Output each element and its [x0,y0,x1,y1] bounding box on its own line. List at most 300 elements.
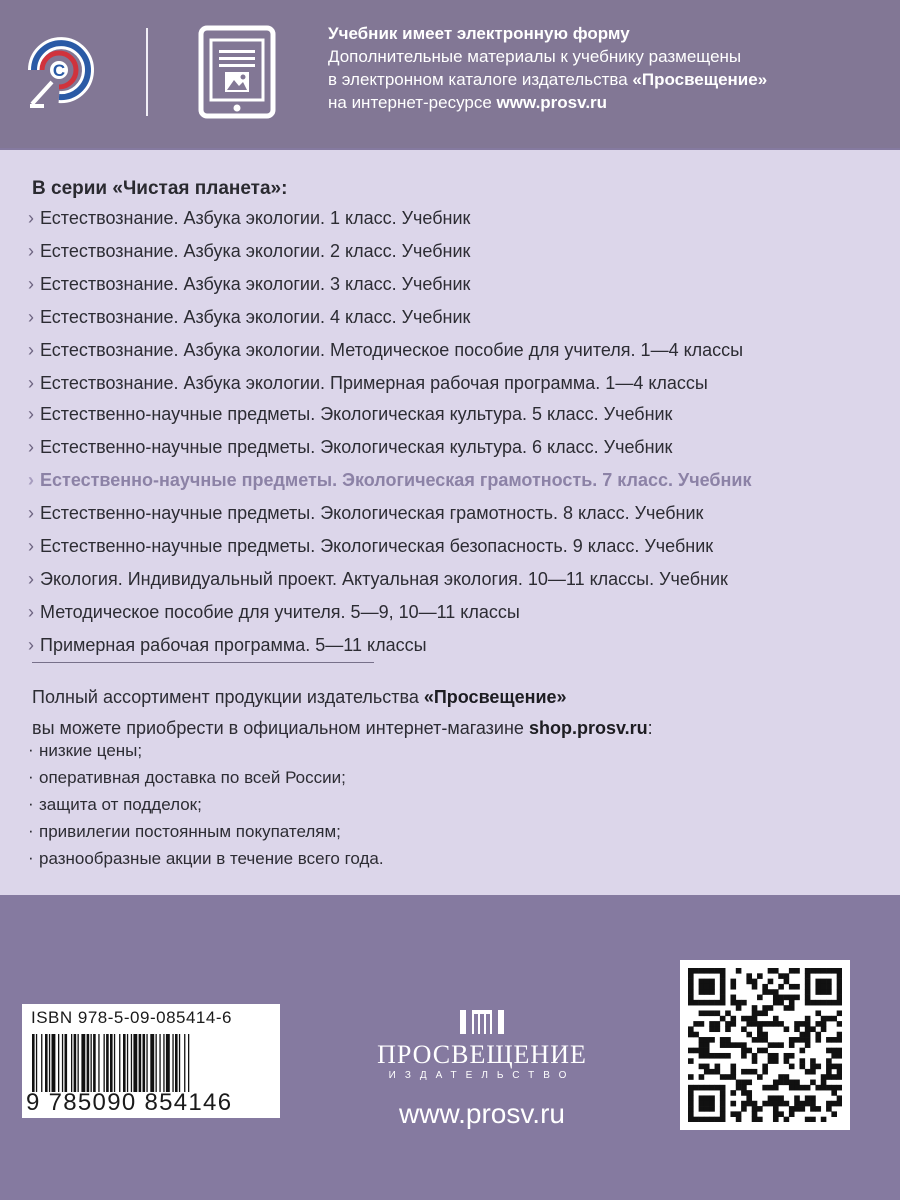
qr-module [831,968,837,974]
qr-module [831,1016,837,1022]
qr-module [805,1101,811,1107]
list-item-label: Естественно-научные предметы. Экологическая безопасность. 9 класс. Учебник [40,536,714,556]
series-list-primary [28,208,743,406]
qr-module [720,989,726,995]
qr-module [837,968,842,974]
qr-module [784,1101,790,1107]
qr-module [800,1021,806,1027]
barcode-bar [188,1034,189,1092]
qr-module [778,1101,784,1107]
bullet-icon: › [28,307,34,327]
barcode-bar [166,1034,170,1092]
qr-module [725,1037,731,1043]
qr-module [805,1032,811,1038]
qr-module [688,968,694,974]
list-item-label: Естествознание. Азбука экологии. Примерная рабочая программа. 1—4 классы [40,373,708,393]
barcode-bar [159,1034,160,1092]
list-item [28,822,384,849]
qr-module [704,1095,710,1101]
bullet-icon: › [28,569,34,589]
qr-module [826,1058,832,1064]
qr-module [794,995,800,1001]
qr-module [826,968,832,974]
qr-module [715,1064,721,1070]
qr-module [752,1117,758,1122]
qr-module [778,1042,784,1048]
electronic-form-note [328,22,888,114]
qr-module [757,1048,763,1054]
qr-module [688,1085,694,1091]
qr-module [837,1037,842,1043]
qr-module [730,1111,736,1117]
qr-module [773,1085,779,1091]
qr-module [837,1069,842,1075]
qr-module [688,1032,694,1038]
qr-module [730,1101,736,1107]
shop-line2 [32,713,872,744]
barcode-bar [179,1034,180,1092]
qr-module [688,989,694,995]
list-item [28,503,751,536]
qr-module [837,1048,842,1054]
advantage-label: привилегии постоянным покупателям; [39,822,341,841]
qr-module [741,1090,747,1096]
qr-module [699,1000,705,1006]
qr-module [815,984,821,990]
barcode-bar [36,1034,37,1092]
qr-module [773,1111,779,1117]
bullet-icon: › [28,274,34,294]
svg-text:С: С [52,61,66,80]
qr-module [821,1085,827,1091]
qr-module [773,1053,779,1059]
qr-module [762,984,768,990]
qr-module [810,1101,816,1107]
barcode-bar [106,1034,109,1092]
qr-module [693,1000,699,1006]
qr-module [730,979,736,985]
qr-module [826,1037,832,1043]
section-divider [32,662,374,663]
qr-module [768,1042,774,1048]
qr-module [715,1010,721,1016]
qr-module [704,1053,710,1059]
qr-module [720,1090,726,1096]
qr-module [704,979,710,985]
qr-module [805,1016,811,1022]
qr-module [730,1069,736,1075]
qr-module [715,1053,721,1059]
barcode-bar [123,1034,126,1092]
shop-line2-text: вы можете приобрести в официальном интернет-магазине [32,718,529,738]
qr-module [794,1106,800,1112]
qr-module [704,1037,710,1043]
qr-module [752,984,758,990]
header-divider [146,28,148,116]
publisher-name-inline: «Просвещение» [632,70,768,89]
qr-module [826,1064,832,1070]
bullet-dot-icon: · [28,767,34,786]
qr-module [768,1101,774,1107]
qr-module [757,1117,763,1122]
qr-module [826,1016,832,1022]
qr-module [837,1074,842,1080]
qr-module [773,1021,779,1027]
qr-module [805,1000,811,1006]
list-item-label: Естественно-научные предметы. Экологическая культура. 5 класс. Учебник [40,404,673,424]
barcode-bar [143,1034,146,1092]
barcode-bar [110,1034,113,1092]
bullet-dot-icon: · [28,740,34,759]
qr-module [826,989,832,995]
qr-module [800,1058,806,1064]
qr-module [757,1010,763,1016]
qr-module [746,973,752,979]
qr-module [837,1095,842,1101]
qr-module [688,1026,694,1032]
barcode-digits: 9 785090 854146 [26,1089,233,1116]
qr-module [778,1000,784,1006]
barcode-bar [104,1034,105,1092]
list-item-label: Примерная рабочая программа. 5—11 классы [40,635,427,655]
qr-module [699,1048,705,1054]
barcode-bar [52,1034,56,1092]
list-item [28,795,384,822]
qr-module [810,968,816,974]
qr-module [821,1016,827,1022]
qr-module [720,1095,726,1101]
list-item [28,437,751,470]
barcode-bar [91,1034,92,1092]
bullet-icon: › [28,404,34,424]
qr-module [794,1085,800,1091]
qr-module [704,989,710,995]
qr-module [762,1021,768,1027]
qr-module [805,979,811,985]
qr-module [757,1021,763,1027]
qr-module [826,979,832,985]
qr-module [768,1021,774,1027]
qr-module [762,1101,768,1107]
qr-module [821,1080,827,1086]
list-item [28,536,751,569]
qr-module [800,1085,806,1091]
qr-module [762,1069,768,1075]
qr-module [730,1000,736,1006]
qr-module [720,1085,726,1091]
qr-module [805,984,811,990]
qr-module [805,1042,811,1048]
qr-module [778,973,784,979]
qr-module [768,1085,774,1091]
qr-module [768,1058,774,1064]
qr-module [768,989,774,995]
qr-module [800,1048,806,1054]
barcode-bar [62,1034,63,1092]
barcode-bar [87,1034,90,1092]
advantage-label: защита от подделок; [39,795,202,814]
qr-module [699,1117,705,1122]
barcode-bar [45,1034,48,1092]
qr-module [831,1053,837,1059]
qr-module [715,1021,721,1027]
qr-module [789,984,795,990]
barcode-bar [172,1034,173,1092]
qr-module [709,989,715,995]
list-item [28,404,751,437]
qr-module [730,1016,736,1022]
qr-module [784,1080,790,1086]
qr-module [730,1090,736,1096]
qr-module [805,968,811,974]
list-item-label: Естествознание. Азбука экологии. 1 класс. Учебник [40,208,471,228]
qr-module [688,973,694,979]
qr-module [768,979,774,985]
qr-module [709,1085,715,1091]
bullet-icon: › [28,602,34,622]
qr-module [752,1106,758,1112]
barcode-bar [150,1034,154,1092]
qr-module [741,1085,747,1091]
qr-module [773,989,779,995]
qr-module [831,1101,837,1107]
qr-module [815,1000,821,1006]
qr-module [784,1005,790,1011]
electronic-form-line3 [328,91,888,114]
qr-module [789,1085,795,1091]
qr-module [789,995,795,1001]
qr-module [688,1095,694,1101]
qr-module [821,989,827,995]
qr-module [837,1101,842,1107]
list-item [28,241,743,274]
qr-module [709,979,715,985]
qr-module [741,1053,747,1059]
qr-module [757,1074,763,1080]
qr-module [762,1037,768,1043]
list-item [28,307,743,340]
list-item [28,741,384,768]
qr-module [752,1005,758,1011]
qr-module [826,1000,832,1006]
qr-module [789,1042,795,1048]
qr-module [699,968,705,974]
qr-module [704,1069,710,1075]
qr-module [688,1117,694,1122]
qr-module [752,1069,758,1075]
qr-module [746,1016,752,1022]
qr-module [768,968,774,974]
qr-module [815,1064,821,1070]
barcode-bar [156,1034,157,1092]
qr-module [805,1021,811,1027]
qr-module [725,1010,731,1016]
qr-module [789,1005,795,1011]
qr-module [741,1101,747,1107]
qr-module [821,1117,827,1122]
qr-module [773,1016,779,1022]
barcode-bar [175,1034,178,1092]
publisher-name-inline: «Просвещение» [423,687,567,707]
qr-module [736,1000,742,1006]
qr-module [725,1074,731,1080]
qr-module [757,1037,763,1043]
qr-module [815,1010,821,1016]
qr-module [815,1032,821,1038]
list-item-label: Естественно-научные предметы. Экологическая грамотность. 7 класс. Учебник [40,470,752,490]
qr-module [746,1101,752,1107]
qr-module [752,1010,758,1016]
shop-note [32,682,872,744]
qr-module [831,1085,837,1091]
qr-module [810,1095,816,1101]
qr-module [704,1117,710,1122]
qr-module [821,1021,827,1027]
qr-module [784,979,790,985]
qr-module [741,1048,747,1054]
qr-module [736,1085,742,1091]
qr-module [768,1005,774,1011]
qr-module [778,1074,784,1080]
qr-module [794,1021,800,1027]
qr-module [810,1026,816,1032]
qr-module [837,1032,842,1038]
list-item [28,635,751,668]
qr-module [762,989,768,995]
qr-module [699,979,705,985]
bullet-icon: › [28,635,34,655]
tablet-icon [197,24,277,120]
qr-code [680,960,850,1130]
qr-module [709,1037,715,1043]
qr-module [688,1106,694,1112]
bullet-icon: › [28,241,34,261]
qr-module [815,1037,821,1043]
qr-module [757,973,763,979]
qr-module [693,968,699,974]
list-item [28,768,384,795]
bullet-dot-icon: · [28,821,34,840]
qr-module [805,1117,811,1122]
qr-module [773,968,779,974]
barcode-bar [78,1034,79,1092]
qr-module [746,1095,752,1101]
qr-module [784,1053,790,1059]
qr-module [709,1010,715,1016]
qr-module [810,1080,816,1086]
shop-line2-colon: : [647,718,653,738]
advantage-label: разнообразные акции в течение всего года. [39,849,384,868]
qr-module [709,1069,715,1075]
qr-module [805,973,811,979]
barcode-bar [41,1034,42,1092]
qr-module [704,1048,710,1054]
qr-module [831,1090,837,1096]
electronic-form-line1: Дополнительные материалы к учебнику размещены [328,47,742,66]
bullet-dot-icon: · [28,794,34,813]
qr-module [715,1069,721,1075]
qr-module [789,1106,795,1112]
qr-module [709,1095,715,1101]
qr-module [699,1010,705,1016]
qr-module [688,1074,694,1080]
qr-module [720,1016,726,1022]
qr-module [746,1021,752,1027]
advantages-list [28,741,384,876]
bullet-icon: › [28,437,34,457]
list-item-label: Естествознание. Азбука экологии. Методическое пособие для учителя. 1—4 классы [40,340,744,360]
barcode-bar [49,1034,50,1092]
qr-module [784,1117,790,1122]
qr-module [688,995,694,1001]
publisher-url: www.prosv.ru [399,1098,565,1129]
qr-module [757,995,763,1001]
qr-module [826,1069,832,1075]
electronic-form-title: Учебник имеет электронную форму [328,24,630,43]
qr-module [704,1000,710,1006]
list-item [28,602,751,635]
qr-module [810,1069,816,1075]
qr-module [688,1048,694,1054]
qr-module [789,1037,795,1043]
publisher-subtitle: ИЗДАТЕЛЬСТВО [388,1070,576,1081]
qr-module [778,984,784,990]
qr-module [768,1095,774,1101]
qr-module [736,1080,742,1086]
qr-module [773,1117,779,1122]
qr-module [789,1064,795,1070]
advantage-label: низкие цены; [39,741,143,760]
qr-module [704,1106,710,1112]
qr-module [709,968,715,974]
line3-text: на интернет-ресурсе [328,93,497,112]
qr-module [736,1117,742,1122]
barcode-bar [127,1034,128,1092]
qr-module [704,1085,710,1091]
qr-module [741,1000,747,1006]
qr-module [720,973,726,979]
qr-module [778,1021,784,1027]
list-item-label: Естествознание. Азбука экологии. 2 класс. Учебник [40,241,471,261]
bullet-icon: › [28,373,34,393]
qr-module [720,1053,726,1059]
qr-module [831,1074,837,1080]
qr-module [762,1048,768,1054]
qr-module [821,1074,827,1080]
qr-module [725,1053,731,1059]
qr-module [699,1106,705,1112]
qr-module [805,1037,811,1043]
barcode-bar [32,1034,35,1092]
qr-module [720,1037,726,1043]
qr-module [741,1016,747,1022]
barcode-icon [30,1034,272,1092]
qr-module [720,1106,726,1112]
barcode-bar [71,1034,72,1092]
qr-module [784,1058,790,1064]
qr-module [704,984,710,990]
qr-module [715,968,721,974]
qr-module [826,1106,832,1112]
list-item [28,569,751,602]
qr-module [730,984,736,990]
qr-module [715,1000,721,1006]
qr-module [800,1032,806,1038]
qr-module [837,984,842,990]
barcode-bar [81,1034,85,1092]
qr-module [826,1101,832,1107]
qr-module [821,1026,827,1032]
